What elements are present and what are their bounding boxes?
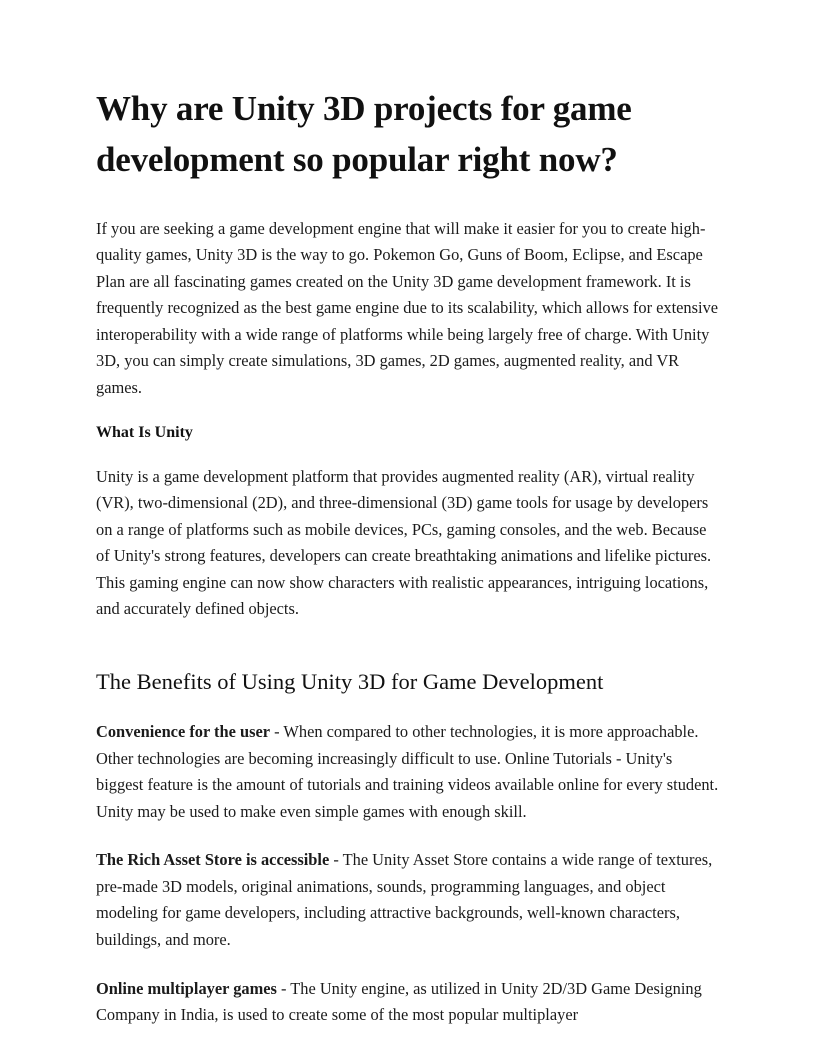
section-heading-benefits: The Benefits of Using Unity 3D for Game Development [96, 669, 604, 695]
benefit-item [96, 847, 720, 953]
benefit-body: - When compared to other technologies, it is more approachable. Other technologies are becoming increasingly difficult to use. Online Tutorials - Unity's biggest feature is the amount of tutorials and training videos available online for every student. Unity may be used to make even simple games with enough skill. [96, 722, 719, 821]
section-heading-what-is-unity: What Is Unity [96, 423, 193, 441]
intro-paragraph: If you are seeking a game development engine that will make it easier for you to create high-quality games, Unity 3D is the way to go. Pokemon Go, Guns of Boom, Eclipse, and Escape Plan are all fascinating games created on the Unity 3D game development framework. It is frequently recognized as the best game engine due to its scalability, which allows for extensive interoperability with a wide range of platforms while being largely free of charge. With Unity 3D, you can simply create simulations, 3D games, 2D games, augmented reality, and VR games. [96, 218, 719, 397]
benefit-body: - The Unity Asset Store contains a wide range of textures, pre-made 3D models, original animations, sounds, programming languages, and object modeling for game developers, including attractive backgrounds, well-known characters, buildings, and more. [96, 850, 713, 950]
page-title: Why are Unity 3D projects for game development so popular right now? [96, 89, 632, 179]
benefit-item [96, 719, 720, 825]
what-is-unity-paragraph: Unity is a game development platform that provides augmented reality (AR), virtual reality (VR), two-dimensional (2D), and three-dimensional (3D) game tools for usage by developers on a range of platforms such as mobile devices, PCs, gaming consoles, and the web. Because of Unity's strong features, developers can create breathtaking animations and lifelike pictures. This gaming engine can now show characters with realistic appearances, intriguing locations, and accurately defined objects. [96, 466, 712, 619]
benefit-lead: The Rich Asset Store is accessible [96, 850, 330, 870]
benefit-body: - The Unity engine, as utilized in Unity 2D/3D Game Designing Company in India, is used to create some of the most popular multiplayer [96, 978, 702, 1025]
benefit-lead: Online multiplayer games [96, 978, 277, 998]
benefit-lead: Convenience for the user [96, 722, 271, 742]
benefit-item [96, 976, 720, 1029]
